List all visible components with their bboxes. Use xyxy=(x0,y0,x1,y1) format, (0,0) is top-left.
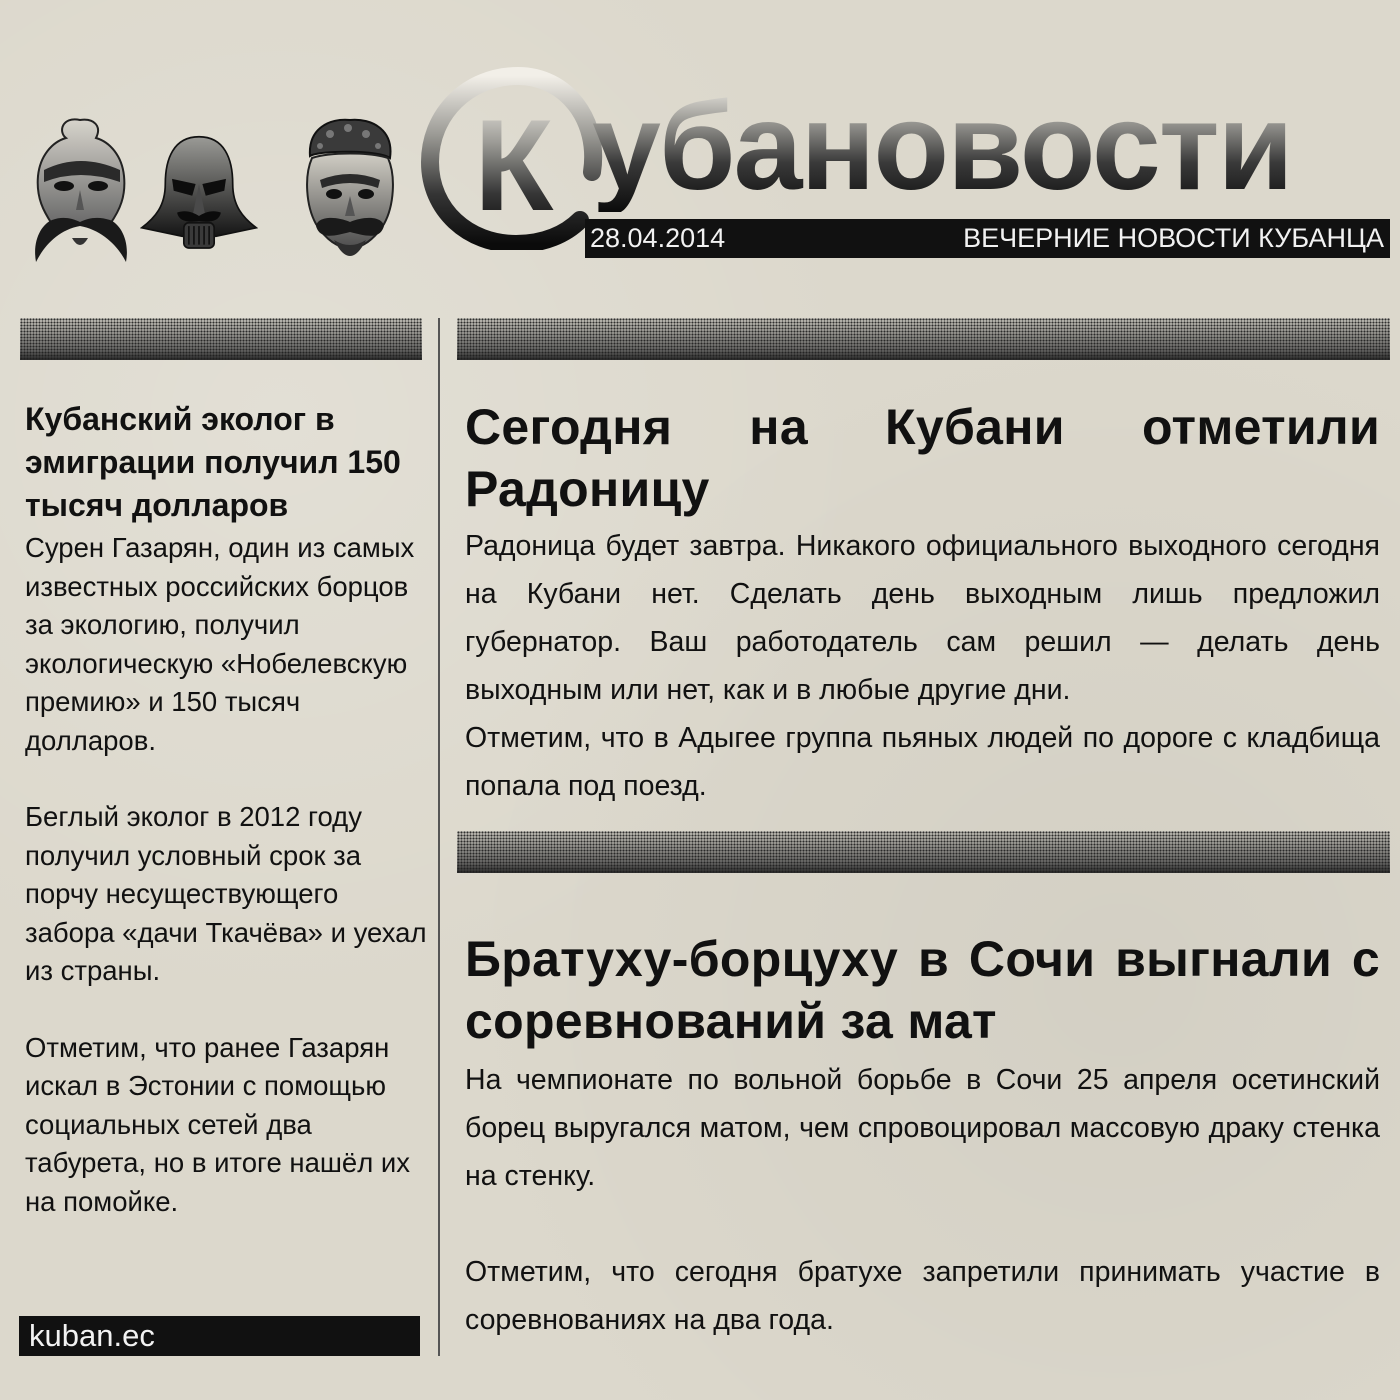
halftone-divider-left xyxy=(20,318,422,360)
left-article-paragraph: Беглый эколог в 2012 году получил условный срок за порчу несуществующего забора «дачи Ткачёва» и уехал из страны. xyxy=(25,801,427,986)
halftone-divider-right-middle xyxy=(457,831,1390,873)
darth-vader-cossack-mask-icon xyxy=(140,112,258,277)
slogan: ВЕЧЕРНИЕ НОВОСТИ КУБАНЦА xyxy=(963,223,1384,253)
article-radonitsa xyxy=(465,396,1380,810)
left-article-paragraph: Отметим, что ранее Газарян искал в Эстонии с помощью социальных сетей два табурета, но в итоге нашёл их на помойке. xyxy=(25,1031,411,1217)
left-column-article xyxy=(25,398,435,1259)
column-divider xyxy=(438,318,440,1356)
article-headline: Братуху-борцуху в Сочи выгнали с соревнований за мат xyxy=(465,931,1380,1049)
site-url: kuban.ec xyxy=(29,1318,155,1353)
date-slogan-bar xyxy=(585,219,1390,258)
issue-date: 28.04.2014 xyxy=(590,223,726,253)
logo-wordmark: убановости xyxy=(592,78,1292,216)
cossack-mask-icon xyxy=(22,112,140,277)
article-wrestler xyxy=(465,928,1380,1344)
logo-letter: К xyxy=(474,92,554,238)
article-paragraph: Отметим, что в Адыгее группа пьяных людей по дороге с кладбища попала под поезд. xyxy=(465,722,1380,802)
article-headline: Сегодня на Кубани отметили Радоницу xyxy=(465,399,1380,517)
article-paragraph: Радоница будет завтра. Никакого официального выходного сегодня на Кубани нет. Сделать день выходным лишь предложил губернатор. Ваш работодатель сам решил — делать день выходным или нет, как и в любые другие дни. xyxy=(465,530,1380,706)
left-article-paragraph: Сурен Газарян, один из самых известных российских борцов за экологию, получил экологическую «Нобелевскую премию» и 150 тысяч долларов. xyxy=(25,532,415,756)
halftone-divider-right-top xyxy=(457,318,1390,360)
article-paragraph: Отметим, что сегодня братухе запретили принимать участие в соревнованиях на два года. xyxy=(465,1256,1380,1336)
left-article-headline: Кубанский эколог в эмиграции получил 150 тысяч долларов xyxy=(25,401,401,523)
article-paragraph: На чемпионате по вольной борьбе в Сочи 25 апреля осетинский борец выругался матом, чем спровоцировал массовую драку стенка на стенку. xyxy=(465,1064,1380,1192)
site-url-bar xyxy=(19,1316,420,1356)
bearded-cossack-mask-icon xyxy=(290,112,408,277)
